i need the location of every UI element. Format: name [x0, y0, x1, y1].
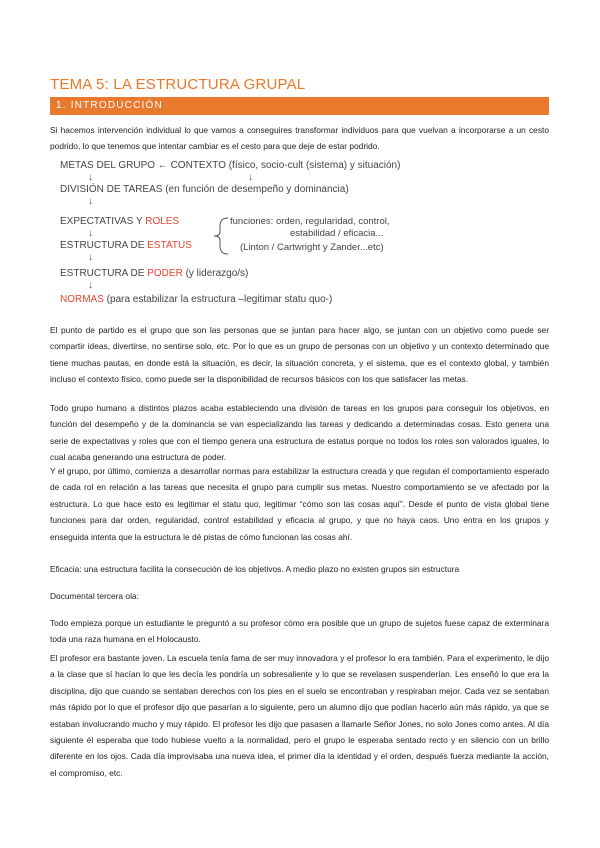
page-title: TEMA 5: LA ESTRUCTURA GRUPAL	[50, 76, 306, 93]
diagram-row-normas	[60, 294, 332, 305]
paragraph-experimento: El profesor era bastante joven. La escuela tenía fama de ser muy innovadora y el profesor lo era también. Para el experimento, le dijo a la clase que sí hacían lo que les decía les pondría un sobresaliente y lo que se revelasen suspenderían. Les enseñó lo que era la disciplina, dijo que cuando se sentaban derechos con los pies en el suelo se encontraban y respiraban mejor. Cada vez se sentaban más rápido por lo que el profesor dijo que pasarían a lo siguiente, pero un alumno dijo que podían hacerlo aún más rápido, ya que se estaban involucrando mucho y muy rápido. El profesor les dijo que pasasen a llamarle Señor Jones, no solo Jones como antes. Al día siguiente él esperaba que todo hubiese vuelto a la normalidad, pero el grupo le esperaba sentado recto y en silencio con un brillo diferente en los ojos. Cada día improvisaba una nueva idea, el primer día la identidad y el orden, después fuerza mediante la acción, el compromiso, etc.	[50, 653, 549, 778]
diagram-row-poder	[60, 268, 248, 279]
diagram-roles-highlight: ROLES	[145, 216, 180, 227]
arrow-down-icon: ↓	[88, 252, 93, 263]
brace-icon	[210, 216, 232, 256]
section-header: 1. INTRODUCCIÓN	[50, 97, 549, 115]
diagram-functions-line2: estabilidad / eficacia...	[290, 228, 384, 239]
arrow-down-icon: ↓	[248, 172, 253, 183]
diagram-row-poder-text: ESTRUCTURA DE	[60, 268, 148, 279]
structure-diagram	[60, 160, 460, 310]
paragraph-normas: Y el grupo, por último, comienza a desarrollar normas para estabilizar la estructura creada y que regulan el comportamiento esperado de cada rol en relación a las tareas que necesita el grupo para cumplir sus metas. Nuestro comportamiento se ve afectado por la estructura. Lo que hace esto es legitimar el statu quo, legitimar “cómo son las cosas aquí”. Desde el punto de vista global tiene funciones para dar orden, regularidad, control estabilidad y eficacia al grupo, y que no haya caos. Uno entra en los grupos y enseguida intenta que la estructura le dé pistas de cómo funcionan las cosas ahí.	[50, 466, 549, 542]
diagram-row-estatus	[60, 240, 192, 251]
arrow-down-icon: ↓	[88, 280, 93, 291]
arrow-down-icon: ↓	[88, 228, 93, 239]
paragraph-division-tareas: Todo grupo humano a distintos plazos acaba estableciendo una división de tareas en los grupos para conseguir los objetivos, en función del desempeño y de la dominancia se van especializando las tareas y dedicando a determinadas cosas. Esto genera una serie de expectativas y roles que con el tiempo genera una estructura de estatus porque no todos los roles son valorados iguales, lo cual acaba generando una estructura de poder.	[50, 403, 549, 463]
diagram-row-roles	[60, 216, 179, 227]
arrow-down-icon: ↓	[88, 196, 93, 207]
diagram-poder-highlight: PODER	[147, 268, 183, 279]
diagram-functions-line1: funciones: orden, regularidad, control,	[230, 216, 390, 227]
arrow-down-icon: ↓	[88, 172, 93, 183]
paragraph-holocausto: Todo empieza porque un estudiante le preguntó a su profesor cómo era posible que un grupo de sujetos fuese capaz de exterminara toda una raza humana en el Holocausto.	[50, 618, 549, 645]
diagram-row-metas: METAS DEL GRUPO ← CONTEXTO (físico, socio-cult (sistema) y situación)	[60, 160, 401, 171]
diagram-row-tareas: DIVISIÓN DE TAREAS (en función de desempeño y dominancia)	[60, 184, 349, 195]
diagram-row-poder-suffix: (y liderazgo/s)	[182, 268, 249, 279]
intro-paragraph: Si hacemos intervención individual lo que vamos a conseguires transformar individuos para que vuelvan a incorporarse a un cesto podrido, lo que tenemos que intentar cambiar es el cesto para que deje de estar podrido.	[50, 125, 549, 152]
diagram-normas-highlight: NORMAS	[60, 294, 104, 305]
paragraph-documental: Documental tercera ola:	[50, 591, 139, 601]
diagram-row-roles-text: EXPECTATIVAS Y	[60, 216, 146, 227]
diagram-row-normas-text: (para estabilizar la estructura –legitimar statu quo-)	[103, 294, 333, 305]
paragraph-eficacia: Eficacia: una estructura facilita la consecución de los objetivos. A medio plazo no existen grupos sin estructura	[50, 564, 460, 574]
diagram-authors: (Linton / Cartwright y Zander...etc)	[240, 242, 384, 253]
diagram-estatus-highlight: ESTATUS	[147, 240, 192, 251]
paragraph-grupo: El punto de partido es el grupo que son las personas que se juntan para hacer algo, se juntan con un objetivo como puede ser compartir ideas, divertirse, no sentirse solo, etc. Por lo que es un grupo de personas con un objetivo y un contexto determinado que tiene muchas pautas, en donde está la situación, es decir, la situación concreta, y el sistema, que es el contexto global, y también incluso el contexto físico, como puede ser la disponibilidad de recursos básicos con los que satisfacer las metas.	[50, 325, 549, 385]
diagram-row-estatus-text: ESTRUCTURA DE	[60, 240, 148, 251]
